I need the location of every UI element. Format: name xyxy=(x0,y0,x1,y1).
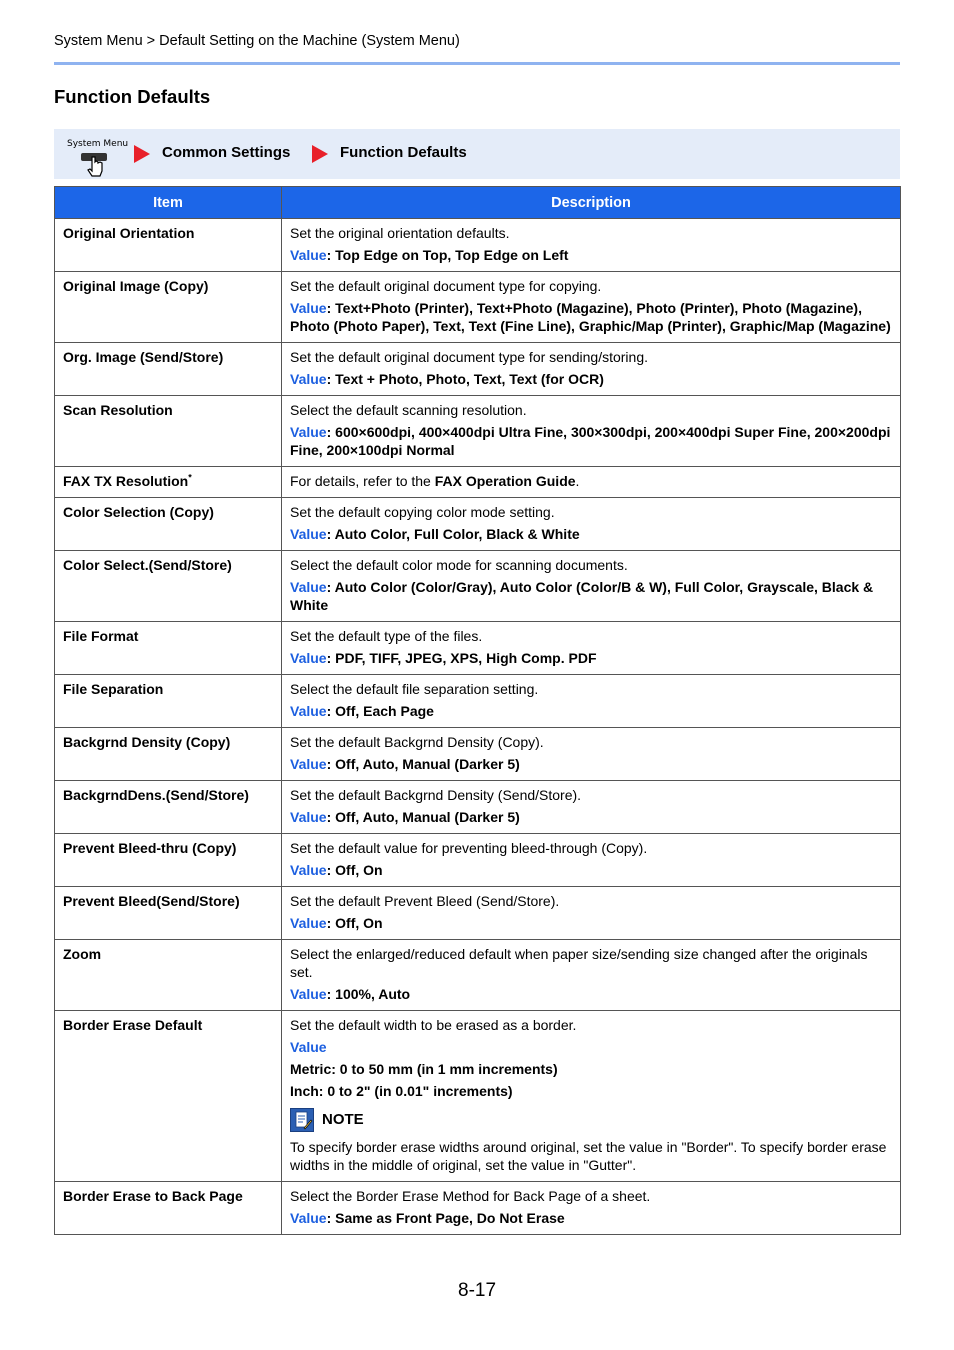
value-label: Value xyxy=(290,424,327,440)
value-label: Value xyxy=(290,247,327,263)
page-header-breadcrumb: System Menu > Default Setting on the Machine (System Menu) xyxy=(54,33,460,49)
system-menu-key-icon xyxy=(66,138,129,178)
row-item-name: BackgrndDens.(Send/Store) xyxy=(55,781,282,834)
value-label: Value xyxy=(290,300,327,316)
value-label: Value xyxy=(290,650,327,666)
row-item-name xyxy=(55,467,282,498)
description-text: Set the default type of the files. xyxy=(290,628,483,644)
value-text: Text + Photo, Photo, Text, Text (for OCR) xyxy=(335,371,604,387)
description-text: Select the default color mode for scanning documents. xyxy=(290,557,628,573)
table-row xyxy=(55,219,901,272)
value-line: Value: Top Edge on Top, Top Edge on Left xyxy=(290,247,569,263)
note-text: To specify border erase widths around original, set the value in "Border". To specify border erase widths in the middle of original, set the value in "Gutter". xyxy=(290,1139,887,1173)
row-description xyxy=(282,781,901,834)
value-line: Value: 600×600dpi, 400×400dpi Ultra Fine, 300×300dpi, 200×400dpi Super Fine, 200×200dpi Fine, 200×100dpi Normal xyxy=(290,424,891,458)
description-text: Set the default width to be erased as a border. xyxy=(290,1017,577,1033)
value-line: Value: Auto Color, Full Color, Black & White xyxy=(290,526,580,542)
row-item-name: Color Select.(Send/Store) xyxy=(55,551,282,622)
table-row xyxy=(55,622,901,675)
footnote-marker: * xyxy=(188,472,192,483)
row-description xyxy=(282,272,901,343)
value-label-line xyxy=(290,1038,892,1056)
row-item-name: Zoom xyxy=(55,940,282,1011)
row-description xyxy=(282,675,901,728)
row-description xyxy=(282,343,901,396)
row-item-name: Prevent Bleed-thru (Copy) xyxy=(55,834,282,887)
value-text: Off, Each Page xyxy=(335,703,434,719)
table-row xyxy=(55,940,901,1011)
value-line: Value: PDF, TIFF, JPEG, XPS, High Comp. PDF xyxy=(290,650,597,666)
row-description xyxy=(282,219,901,272)
value-line: Value: Off, Each Page xyxy=(290,703,434,719)
note-heading xyxy=(290,1108,892,1132)
value-label: Value xyxy=(290,809,327,825)
value-text: 100%, Auto xyxy=(335,986,411,1002)
description-text: Set the default value for preventing bleed-through (Copy). xyxy=(290,840,648,856)
value-label: Value xyxy=(290,862,327,878)
row-item-name: Scan Resolution xyxy=(55,396,282,467)
nav-arrow-icon xyxy=(312,145,328,163)
value-line: Value: Off, Auto, Manual (Darker 5) xyxy=(290,809,520,825)
row-description xyxy=(282,498,901,551)
value-text: Off, On xyxy=(335,915,383,931)
function-defaults-table xyxy=(54,186,901,1235)
row-item-name: Org. Image (Send/Store) xyxy=(55,343,282,396)
row-description xyxy=(282,551,901,622)
value-line: Value: Auto Color (Color/Gray), Auto Color (Color/B & W), Full Color, Grayscale, Black & White xyxy=(290,579,874,613)
row-item-label: FAX TX Resolution xyxy=(63,473,189,489)
row-item-name: Border Erase Default xyxy=(55,1011,282,1182)
value-label: Value xyxy=(290,1039,327,1055)
value-line: Value: Off, On xyxy=(290,862,383,878)
row-description xyxy=(282,622,901,675)
value-label: Value xyxy=(290,1210,327,1226)
description-text xyxy=(290,472,892,490)
row-item-name: Color Selection (Copy) xyxy=(55,498,282,551)
description-text: Set the default copying color mode setting. xyxy=(290,504,555,520)
nav-arrow-icon xyxy=(134,145,150,163)
note-title: NOTE xyxy=(322,1111,364,1128)
row-item-name: Original Image (Copy) xyxy=(55,272,282,343)
value-text: Auto Color (Color/Gray), Auto Color (Color/B & W), Full Color, Grayscale, Black & White xyxy=(290,579,874,613)
value-label: Value xyxy=(290,371,327,387)
description-text: Select the default scanning resolution. xyxy=(290,402,527,418)
description-text: Set the default Prevent Bleed (Send/Store). xyxy=(290,893,560,909)
row-description xyxy=(282,940,901,1011)
column-header-description: Description xyxy=(282,187,901,219)
value-text: Text+Photo (Printer), Text+Photo (Magazine), Photo (Printer), Photo (Magazine), Photo (Photo Paper), Text, Text (Fine Line), Graphic/Map (Printer), Graphic/Map (Magazine) xyxy=(290,300,891,334)
table-row xyxy=(55,396,901,467)
row-description xyxy=(282,887,901,940)
description-suffix: . xyxy=(575,473,580,489)
value-label: Value xyxy=(290,579,327,595)
value-line: Value: Off, Auto, Manual (Darker 5) xyxy=(290,756,520,772)
row-description xyxy=(282,1182,901,1235)
description-text: Select the default file separation setting. xyxy=(290,681,539,697)
navigation-path-bar xyxy=(54,129,900,179)
table-row xyxy=(55,887,901,940)
description-prefix: For details, refer to the xyxy=(290,473,435,489)
row-item-name: File Format xyxy=(55,622,282,675)
row-description xyxy=(282,1011,901,1182)
table-row xyxy=(55,272,901,343)
note-icon xyxy=(290,1108,314,1132)
inch-range: Inch: 0 to 2" (in 0.01" increments) xyxy=(290,1083,513,1099)
value-text: Auto Color, Full Color, Black & White xyxy=(334,526,580,542)
hand-pointer-icon xyxy=(80,151,110,177)
row-description xyxy=(282,396,901,467)
nav-item-function-defaults: Function Defaults xyxy=(340,144,467,161)
description-text: Select the Border Erase Method for Back Page of a sheet. xyxy=(290,1188,651,1204)
row-description xyxy=(282,728,901,781)
value-line: Value: 100%, Auto xyxy=(290,986,411,1002)
row-item-name: Backgrnd Density (Copy) xyxy=(55,728,282,781)
description-text: Set the original orientation defaults. xyxy=(290,225,510,241)
value-text: PDF, TIFF, JPEG, XPS, High Comp. PDF xyxy=(335,650,597,666)
value-label: Value xyxy=(290,526,327,542)
table-row xyxy=(55,551,901,622)
row-description xyxy=(282,834,901,887)
row-item-name: File Separation xyxy=(55,675,282,728)
row-description xyxy=(282,467,901,498)
value-text: Off, Auto, Manual (Darker 5) xyxy=(335,809,520,825)
page-number: 8-17 xyxy=(458,1280,497,1301)
value-label: Value xyxy=(290,915,327,931)
metric-range: Metric: 0 to 50 mm (in 1 mm increments) xyxy=(290,1061,558,1077)
value-text: Top Edge on Top, Top Edge on Left xyxy=(335,247,569,263)
description-text: Select the enlarged/reduced default when paper size/sending size changed after the originals set. xyxy=(290,946,868,980)
value-text: 600×600dpi, 400×400dpi Ultra Fine, 300×300dpi, 200×400dpi Super Fine, 200×200dpi Fine, 200×100dpi Normal xyxy=(290,424,891,458)
value-label: Value xyxy=(290,756,327,772)
section-title: Function Defaults xyxy=(54,86,211,107)
row-item-name: Prevent Bleed(Send/Store) xyxy=(55,887,282,940)
system-menu-caption: System Menu xyxy=(67,139,129,149)
table-row xyxy=(55,343,901,396)
table-row xyxy=(55,781,901,834)
value-line: Value: Same as Front Page, Do Not Erase xyxy=(290,1210,565,1226)
nav-item-common-settings: Common Settings xyxy=(162,144,291,161)
table-row xyxy=(55,1182,901,1235)
column-header-item: Item xyxy=(55,187,282,219)
table-row xyxy=(55,675,901,728)
value-label: Value xyxy=(290,986,327,1002)
value-text: Off, Auto, Manual (Darker 5) xyxy=(335,756,520,772)
description-text: Set the default Backgrnd Density (Send/Store). xyxy=(290,787,582,803)
value-line: Value: Off, On xyxy=(290,915,383,931)
value-label: Value xyxy=(290,703,327,719)
table-row xyxy=(55,1011,901,1182)
header-rule xyxy=(54,62,900,65)
row-item-name: Original Orientation xyxy=(55,219,282,272)
table-row xyxy=(55,834,901,887)
description-text: Set the default original document type for sending/storing. xyxy=(290,349,648,365)
table-row xyxy=(55,498,901,551)
row-item-name: Border Erase to Back Page xyxy=(55,1182,282,1235)
value-line: Value: Text + Photo, Photo, Text, Text (for OCR) xyxy=(290,371,604,387)
value-text: Off, On xyxy=(335,862,383,878)
value-line: Value: Text+Photo (Printer), Text+Photo (Magazine), Photo (Printer), Photo (Magazine), Photo (Photo Paper), Text, Text (Fine Line), Graphic/Map (Printer), Graphic/Map (Magazine) xyxy=(290,300,891,334)
table-row xyxy=(55,467,901,498)
description-text: Set the default original document type for copying. xyxy=(290,278,602,294)
fax-guide-reference: FAX Operation Guide xyxy=(434,473,576,489)
table-row xyxy=(55,728,901,781)
value-text: Same as Front Page, Do Not Erase xyxy=(335,1210,565,1226)
description-text: Set the default Backgrnd Density (Copy). xyxy=(290,734,544,750)
